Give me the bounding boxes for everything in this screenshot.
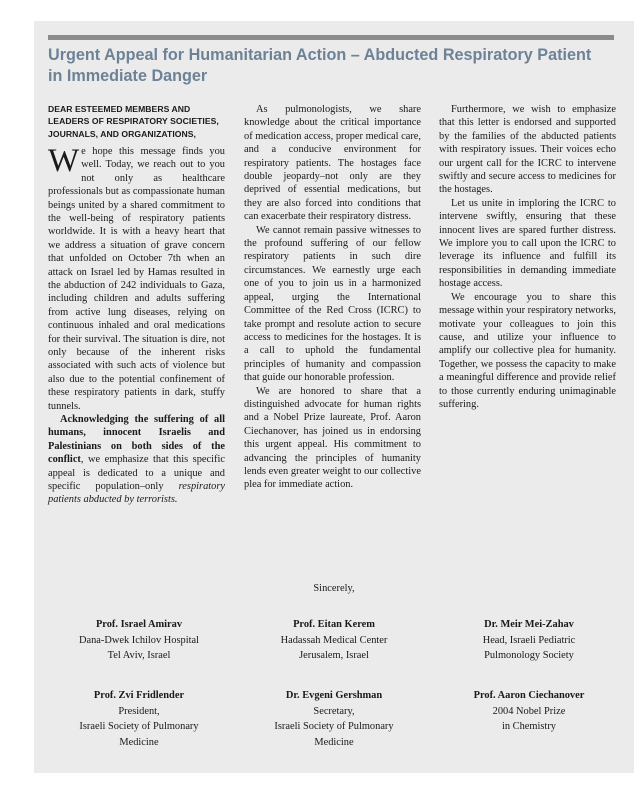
signatory-name: Prof. Aaron Ciechanover	[473, 690, 585, 701]
closing-sincerely: Sincerely,	[313, 583, 355, 594]
signatory-2	[239, 617, 429, 664]
paragraph-encourage: We encourage you to share this message within your respiratory networks, motivate your colleagues to join this cause, and utilize your influence to amplify our collective plea for humanity. Together, we possess the capacity to make a meaningful difference and provide relief to those currently enduring unimaginable suffering.	[439, 291, 616, 410]
letter-panel	[34, 21, 634, 773]
signatory-name: Dr. Evgeni Gershman	[285, 690, 383, 701]
signatory-6	[434, 688, 624, 735]
salutation: DEAR ESTEEMED MEMBERS AND LEADERS OF RESPIRATORY SOCIETIES, JOURNALS, AND ORGANIZATIONS,	[48, 104, 219, 139]
acknowledging-italic: respiratory patients abducted by terrorists.	[48, 481, 225, 506]
paragraph-furthermore: Furthermore, we wish to emphasize that this letter is endorsed and supported by the families of the abducted patients with respiratory issues. Their voices echo our urgent call for the ICRC to intervene swiftly and secure access to medicines for the hostages.	[439, 104, 616, 196]
paragraph-unite: Let us unite in imploring the ICRC to intervene swiftly, ensuring that these innocent lives are spared further distress. We implore you to call upon the ICRC to leverage its influence and fulfill its responsibilities in demanding immediate hostage access.	[439, 197, 616, 290]
paragraph-acknowledging	[48, 413, 225, 507]
paragraph-honored: We are honored to share that a distinguished advocate for human rights and a Nobel Prize laureate, Prof. Aaron Ciechanover, has joined us in endorsing this urgent appeal. His commitment to advancing the principles of humanity lends even greater weight to our collective plea for immediate action.	[244, 385, 421, 491]
acknowledging-bold: Acknowledging the suffering of all humans, innocent Israelis and Palestinians on both sides of the conflict	[48, 414, 225, 466]
signatory-name: Prof. Zvi Fridlender	[93, 690, 185, 701]
column-2	[244, 103, 421, 492]
signatory-line: Medicine	[314, 736, 354, 748]
signatory-line: Pulmonology Society	[484, 650, 574, 661]
column-3	[439, 103, 616, 411]
intro-text: e hope this message finds you well. Today, we reach out to you not only as healthcare professionals but as compassionate human beings united by a shared commitment to the well-being of respiratory patients worldwide. It is with a heavy heart that we address a situation of grave concern that unfolded on October 7th when an attack on Israel led by Hamas resulted in the abduction of 242 individuals to Gaza, including children and adults suffering from active lung diseases, relying on continuous inhaled and oral medications for their survival. The situation is dire, not only because of the inherent risks associated with such acts of violence but also due to the potential confinement of these respiratory patients in dark, stuffy tunnels.	[48, 145, 225, 412]
signatory-line: Israeli Society of Pulmonary	[274, 721, 394, 732]
signatory-line: Israeli Society of Pulmonary	[79, 721, 199, 732]
signatory-1	[44, 617, 234, 664]
paragraph-intro	[48, 142, 225, 413]
signatory-3	[434, 617, 624, 664]
signatory-line: Head, Israeli Pediatric	[482, 634, 576, 646]
signatory-name: Prof. Eitan Kerem	[293, 619, 375, 630]
signatory-line: in Chemistry	[502, 721, 556, 732]
signatory-name: Dr. Meir Mei-Zahav	[484, 619, 574, 630]
paragraph-passive: We cannot remain passive witnesses to the profound suffering of our fellow respiratory patients in such dire circumstances. We earnestly urge each one of you to join us in a harmonized appeal, urging the International Committee of the Red Cross (ICRC) to take prompt and resolute action to secure access to medicines for the hostages. It is a call to uphold the fundamental principles of humanity and compassion that guide our honorable profession.	[244, 224, 421, 384]
acknowledging-text: , we emphasize that this specific appeal is dedicated to a unique and specific population–only	[48, 454, 225, 493]
signatory-line: Tel Aviv, Israel	[107, 650, 171, 661]
signatory-5	[239, 688, 429, 750]
signatory-4	[44, 688, 234, 750]
signatory-line: Secretary,	[313, 705, 355, 717]
signatory-line: Dana-Dwek Ichilov Hospital	[78, 634, 200, 646]
signatory-line: Medicine	[119, 736, 159, 748]
drop-cap: W	[48, 142, 80, 179]
signatory-line: Hadassah Medical Center	[280, 634, 388, 646]
signatory-line: 2004 Nobel Prize	[492, 705, 566, 717]
signatory-line: Jerusalem, Israel	[299, 650, 369, 661]
signatory-name: Prof. Israel Amirav	[95, 619, 183, 630]
paragraph-pulmonologists: As pulmonologists, we share knowledge about the critical importance of medication access, proper medical care, and a conducive environment for respiratory patients. The hostages face double jeopardy–not only are they deprived of essential medications, but they are also forced into conditions that can exacerbate their respiratory distress.	[244, 104, 421, 223]
title-rule	[48, 35, 614, 40]
signatory-line: President,	[118, 705, 160, 717]
column-1	[48, 103, 225, 507]
letter-title: Urgent Appeal for Humanitarian Action – Abducted Respiratory Patient in Immediate Danger	[48, 46, 592, 85]
